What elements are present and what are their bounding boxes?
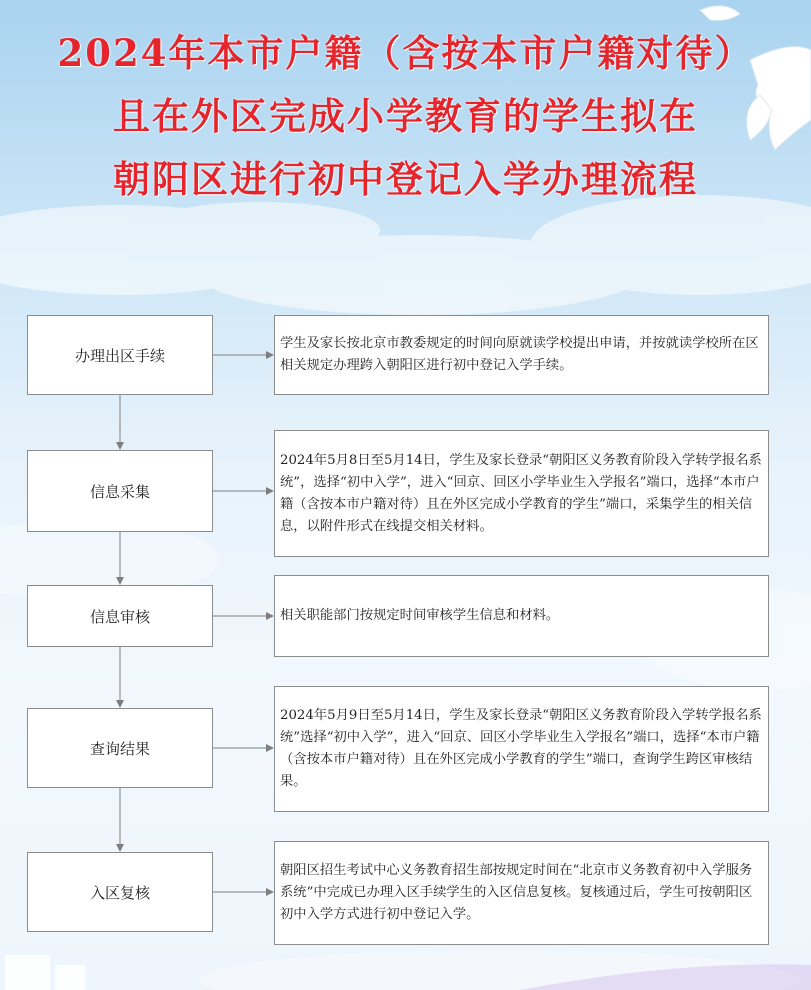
title-line-1: 2024年本市户籍（含按本市户籍对待） (57, 31, 754, 75)
step-description-text: 2024年5月9日至5月14日，学生及家长登录“朝阳区义务教育阶段入学转学报名系统”选择“初中入学”，进入“回京、回区小学毕业生入学报名”端口，选择“本市户籍（含按本市户籍对待）且在外区完成小学教育的学生”端口，查询学生跨区审核结果。 (280, 708, 762, 789)
step-description-text: 2024年5月8日至5月14日，学生及家长登录“朝阳区义务教育阶段入学转学报名系统”，选择“初中入学”，进入“回京、回区小学毕业生入学报名”端口，选择“本市户籍（含按本市户籍对待）且在外区完成小学教育的学生”端口，采集学生的相关信息，以附件形式在线提交相关材料。 (280, 452, 762, 534)
step-label: 信息采集 (89, 482, 150, 501)
step-label: 信息审核 (89, 607, 150, 626)
title-line-3: 朝阳区进行初中登记入学办理流程 (113, 157, 698, 201)
title-line-2: 且在外区完成小学教育的学生拟在 (113, 94, 698, 138)
step-label: 查询结果 (89, 739, 150, 758)
step-description-text: 相关职能部门按规定时间审核学生信息和材料。 (280, 608, 560, 623)
step-label: 入区复核 (89, 883, 150, 902)
step-label: 办理出区手续 (74, 346, 165, 365)
step-description-text: 朝阳区招生考试中心义务教育招生部按规定时间在“北京市义务教育初中入学服务系统”中完成已办理入区手续学生的入区信息复核。复核通过后，学生可按朝阳区初中入学方式进行初中登记入学。 (280, 863, 753, 922)
step-description-text: 学生及家长按北京市教委规定的时间向原就读学校提出申请，并按就读学校所在区相关规定办理跨入朝阳区进行初中登记入学手续。 (280, 336, 759, 373)
